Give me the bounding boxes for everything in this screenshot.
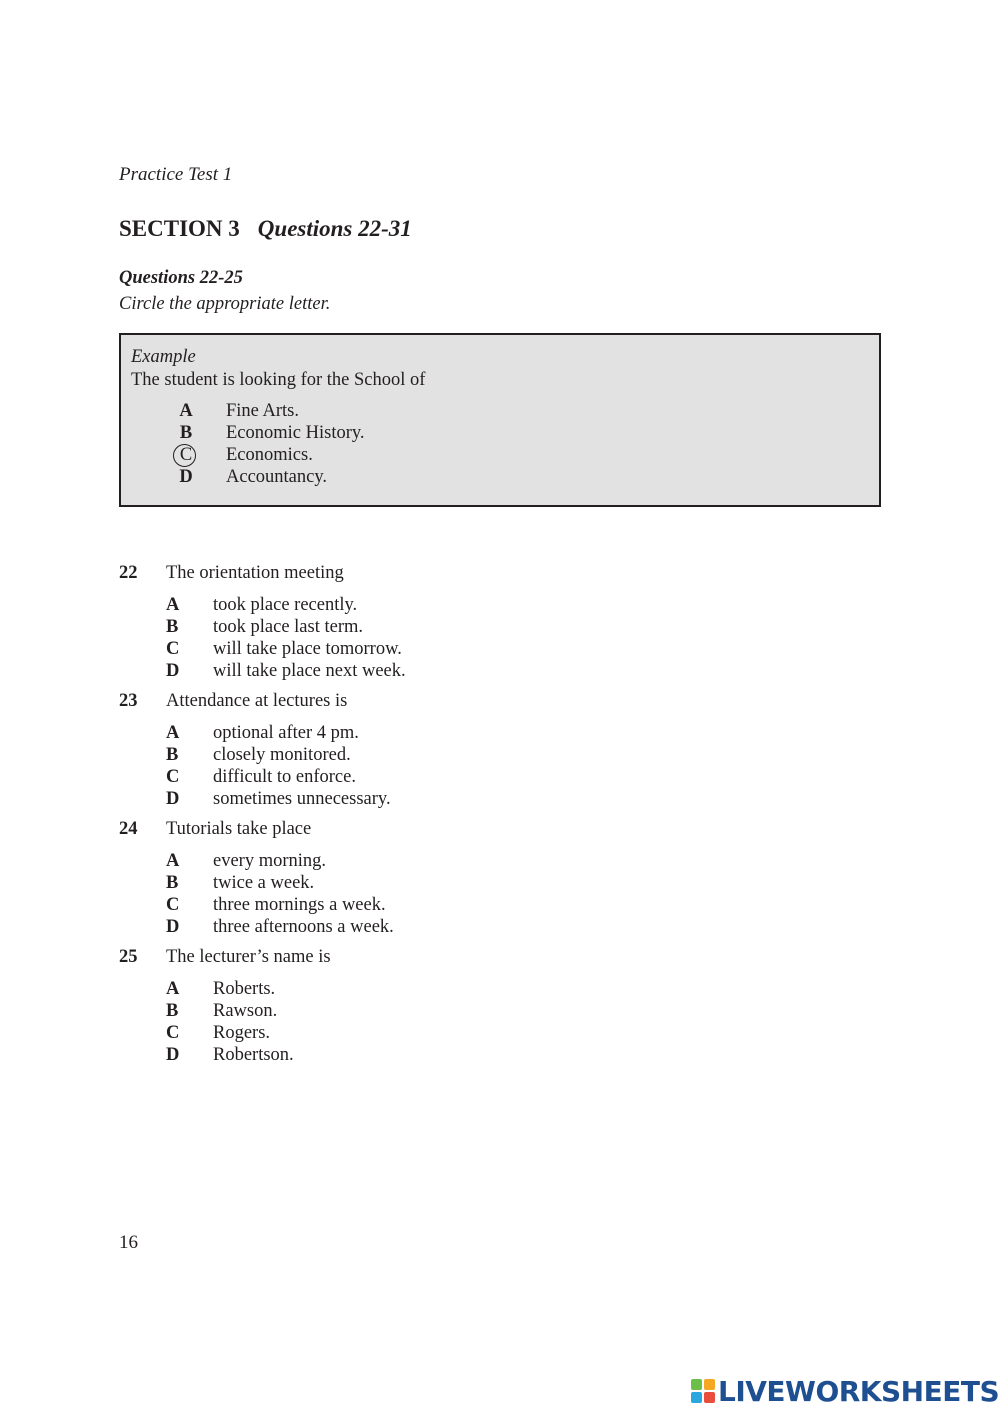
option-text: three mornings a week.	[213, 895, 386, 915]
option-text: will take place tomorrow.	[213, 639, 402, 659]
example-stem: The student is looking for the School of	[131, 370, 426, 390]
page-number: 16	[119, 1232, 138, 1253]
question-number: 23	[119, 691, 138, 711]
option-text: Robertson.	[213, 1045, 294, 1065]
option-letter: D	[166, 1045, 180, 1065]
option-text: Accountancy.	[226, 467, 328, 487]
option-letter: D	[166, 789, 180, 809]
section-questions-range: Questions 22-31	[257, 216, 412, 241]
option-letter: A	[179, 401, 193, 421]
option-letter: B	[166, 617, 179, 637]
option-letter: A	[166, 723, 180, 743]
option-letter: C	[166, 1023, 180, 1043]
option-text: Fine Arts.	[226, 401, 299, 421]
example-box	[119, 333, 881, 507]
option-letter: A	[166, 979, 180, 999]
liveworksheets-logo-icon	[691, 1379, 715, 1403]
option-letter: B	[166, 873, 179, 893]
option-letter: A	[166, 595, 180, 615]
questions-group-heading: Questions 22-25	[119, 268, 243, 288]
option-letter: D	[166, 661, 180, 681]
option-text: Economic History.	[226, 423, 365, 443]
option-text: will take place next week.	[213, 661, 406, 681]
option-text: closely monitored.	[213, 745, 351, 765]
option-text: optional after 4 pm.	[213, 723, 359, 743]
option-letter: D	[179, 467, 193, 487]
option-letter: B	[179, 423, 193, 443]
option-letter: C	[179, 445, 193, 465]
running-header: Practice Test 1	[119, 164, 233, 185]
option-letter: C	[166, 767, 180, 787]
question-stem: Attendance at lectures is	[166, 691, 348, 711]
question-stem: The orientation meeting	[166, 563, 344, 583]
section-title	[119, 216, 412, 242]
liveworksheets-logo-text: LIVEWORKSHEETS	[718, 1375, 1000, 1408]
question-stem: Tutorials take place	[166, 819, 312, 839]
option-text: three afternoons a week.	[213, 917, 394, 937]
question-stem: The lecturer’s name is	[166, 947, 331, 967]
option-text: sometimes unnecessary.	[213, 789, 391, 809]
option-text: Roberts.	[213, 979, 276, 999]
option-letter: B	[166, 1001, 179, 1021]
option-text: difficult to enforce.	[213, 767, 356, 787]
option-text: took place recently.	[213, 595, 358, 615]
question-number: 25	[119, 947, 138, 967]
option-text: every morning.	[213, 851, 327, 871]
question-number: 24	[119, 819, 138, 839]
option-text: Economics.	[226, 445, 313, 465]
option-text: Rogers.	[213, 1023, 271, 1043]
option-text: twice a week.	[213, 873, 315, 893]
option-letter: A	[166, 851, 180, 871]
instruction-text: Circle the appropriate letter.	[119, 294, 331, 314]
example-label: Example	[131, 347, 196, 367]
option-letter: C	[166, 639, 180, 659]
option-text: took place last term.	[213, 617, 364, 637]
question-number: 22	[119, 563, 138, 583]
option-letter: B	[166, 745, 179, 765]
option-letter: D	[166, 917, 180, 937]
option-text: Rawson.	[213, 1001, 278, 1021]
option-letter: C	[166, 895, 180, 915]
section-label: SECTION 3	[119, 216, 240, 241]
